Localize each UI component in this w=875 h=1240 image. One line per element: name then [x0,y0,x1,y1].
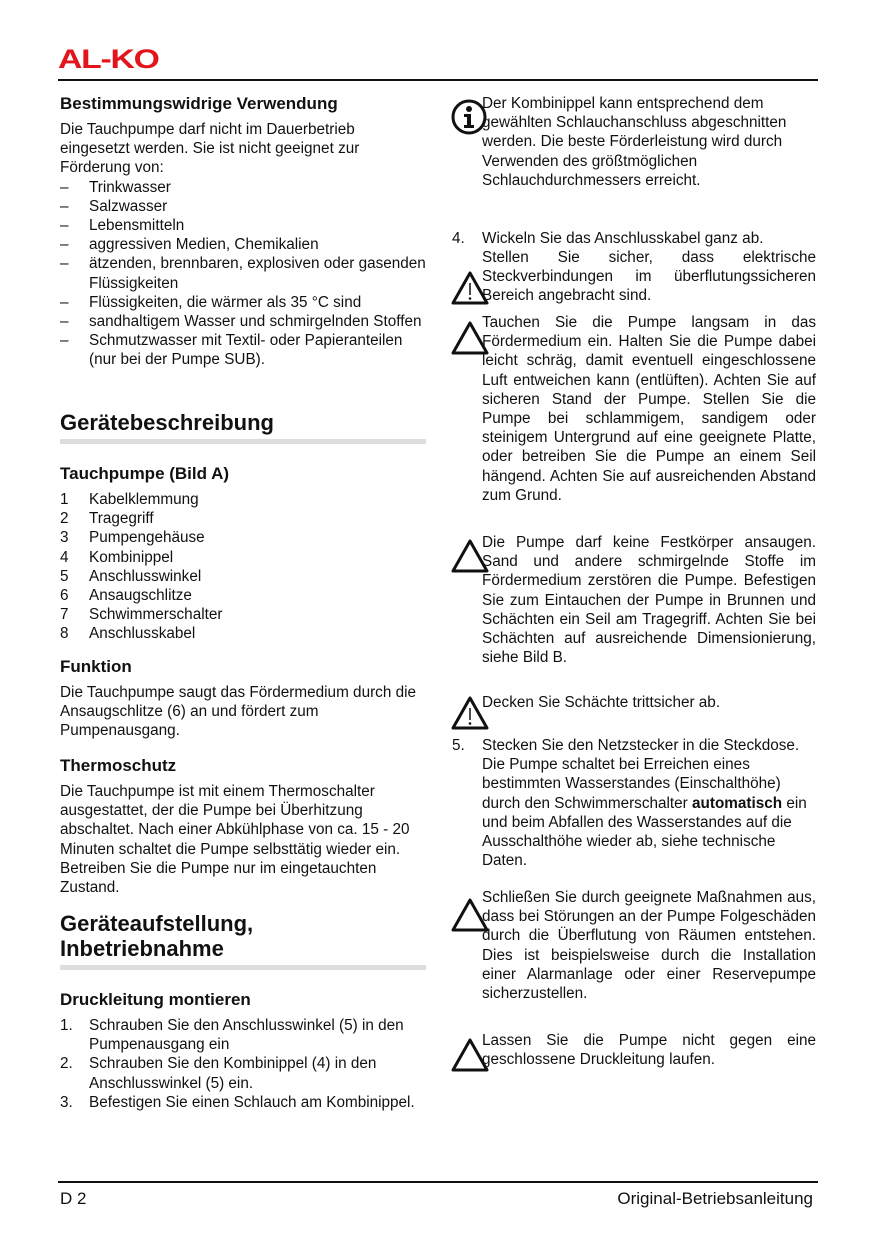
list-item [60,509,426,528]
list-item: – Trinkwasser [60,178,426,197]
list-item [60,605,426,624]
warning-text: Schließen Sie durch geeignete Maßnahmen aus, dass bei Störungen an der Pumpe Folgeschäden durch die Überflutung von Räumen entstehen. Dies ist beispielsweise durch die Installation einer Alarmanlage oder einer Reservepumpe sicherzustellen. [482,889,816,1003]
warning-text: Die Pumpe darf keine Festkörper ansaugen. Sand und andere schmirgelnde Stoffe im Fördermedium zerstören die Pumpe. Befestigen Sie zum Eintauchen der Pumpe in Brunnen und Schächten ein Seil am Tragegriff. Achten Sie bei Schächten auf ausreichende Dimensionierung, siehe Bild B. [482,534,816,667]
step-text: Befestigen Sie einen Schlauch am Kombinippel. [89,1093,415,1111]
step-text: Stecken Sie den Netzstecker in die Steckdose. Die Pumpe schaltet bei Erreichen eines bestimmten Wasserstandes (Einschalthöhe) durch den Schwimmerschalter [482,737,800,812]
description-section [60,410,426,644]
list-item: – Schmutzwasser mit Textil- oder Papieranteilen (nur bei der Pumpe SUB). [60,331,426,369]
list-item [60,567,426,586]
step-text-bold: automatisch [692,794,783,812]
misuse-heading: Bestimmungswidrige Verwendung [60,94,338,113]
step-text: ein und beim Abfallen des Wasserstandes auf die Ausschalthöhe wieder ab, siehe technische Daten. [482,794,807,870]
setup-section [60,911,426,1112]
list-item [60,490,426,509]
setup-steps [60,1016,426,1112]
part-label: Kombinippel [89,548,174,566]
part-label: Schwimmerschalter [89,606,223,624]
list-item [60,1054,426,1092]
list-item [60,548,426,567]
part-number: 1 [60,491,69,508]
part-label: Tragegriff [89,510,154,528]
step-number: 2. [60,1055,73,1073]
parts-list [60,490,426,644]
step-text: Schrauben Sie den Kombinippel (4) in den Anschlusswinkel (5) ein. [89,1055,377,1092]
part-number: 6 [60,587,69,605]
part-label: Anschlusskabel [89,625,196,643]
step-text: Wickeln Sie das Anschlusskabel ganz ab. [482,230,764,247]
list-item [60,586,426,605]
function-text: Die Tauchpumpe saugt das Fördermedium durch die Ansaugschlitze (6) an und fördert zum Pumpenausgang. [60,684,416,740]
warning-text: Decken Sie Schächte trittsicher ab. [482,694,721,711]
part-label: Pumpengehäuse [89,529,205,547]
page-number: D 2 [60,1189,87,1208]
step-number: 4. [452,230,465,247]
part-number: 2 [60,510,69,528]
part-label: Anschlusswinkel [89,567,202,585]
heading-bar [60,439,426,444]
warning-text: Tauchen Sie die Pumpe langsam in das Fördermedium ein. Halten Sie die Pumpe dabei leicht schräg, damit eventuell eingeschlossene Luft entweichen kann (entlüften). Achten Sie auf sicheren Stand der Pumpe. Stellen Sie die Pumpe bei schlammigem, sandigem oder steinigem Untergrund auf eine geeignete Platte, oder betreiben Sie die Pumpe an einem Seil hängend. Achten Sie auf ausreichenden Abstand zum Grund. [482,314,816,504]
step-number: 5. [452,737,465,754]
setup-heading: Geräteaufstellung, Inbetriebnahme [60,911,254,961]
list-item [60,624,426,643]
hose-subheading: Druckleitung montieren [60,990,251,1009]
step-number: 1. [60,1017,73,1034]
list-item: – ätzenden, brennbaren, explosiven oder gasenden Flüssigkeiten [60,254,426,292]
step-text: Schrauben Sie den Anschlusswinkel (5) in den Pumpenausgang ein [89,1017,404,1054]
function-heading: Funktion [60,657,132,676]
step-4 [452,229,816,248]
list-item: – sandhaltigem Wasser und schmirgelnden Stoffen [60,312,426,331]
part-number: 8 [60,625,69,643]
misuse-list [60,178,426,370]
part-number: 4 [60,548,69,566]
part-number: 5 [60,567,69,585]
thermo-text: Die Tauchpumpe ist mit einem Thermoschalter ausgestattet, der die Pumpe bei Überhitzung abschaltet. Nach einer Abkühlphase von ca. 15 - 20 Minuten schaltet die Pumpe selbsttätig wieder ein. Betreiben Sie die Pumpe nur im eingetauchten Zustand. [60,783,410,897]
thermo-heading: Thermoschutz [60,756,177,775]
list-item: – Lebensmitteln [60,216,426,235]
part-label: Ansaugschlitze [89,587,192,605]
misuse-section [60,93,426,370]
function-section [60,656,426,741]
list-item: – aggressiven Medien, Chemikalien [60,235,426,254]
step-number: 3. [60,1093,73,1111]
info-note: Der Kombinippel kann entsprechend dem gewählten Schlauchanschluss abgeschnitten werden. Die beste Förderleistung wird durch Verwenden des größtmöglichen Schlauchdurchmessers erreicht. [482,95,787,189]
footer-rule [58,1181,818,1183]
description-heading: Gerätebeschreibung [60,410,274,435]
thermo-section [60,755,426,897]
footer-title: Original-Betriebsanleitung [617,1189,813,1208]
part-number: 7 [60,606,69,624]
header-rule [58,79,818,81]
step-5 [452,736,816,870]
part-number: 3 [60,529,69,547]
list-item: – Salzwasser [60,197,426,216]
list-item [60,528,426,547]
warning-text: Stellen Sie sicher, dass elektrische Steckverbindungen im überflutungssicheren Bereich angebracht sind. [482,249,816,305]
warning-text: Lassen Sie die Pumpe nicht gegen eine geschlossene Druckleitung laufen. [482,1032,816,1069]
alko-logo: AL-KO [58,44,159,74]
list-item [60,1093,426,1112]
list-item: – Flüssigkeiten, die wärmer als 35 °C sind [60,293,426,312]
heading-bar [60,965,426,970]
list-item [60,1016,426,1054]
pump-subheading: Tauchpumpe (Bild A) [60,464,230,483]
part-label: Kabelklemmung [89,491,199,508]
misuse-intro: Die Tauchpumpe darf nicht im Dauerbetrieb eingesetzt werden. Sie ist nicht geeignet zur Förderung von: [60,121,360,177]
